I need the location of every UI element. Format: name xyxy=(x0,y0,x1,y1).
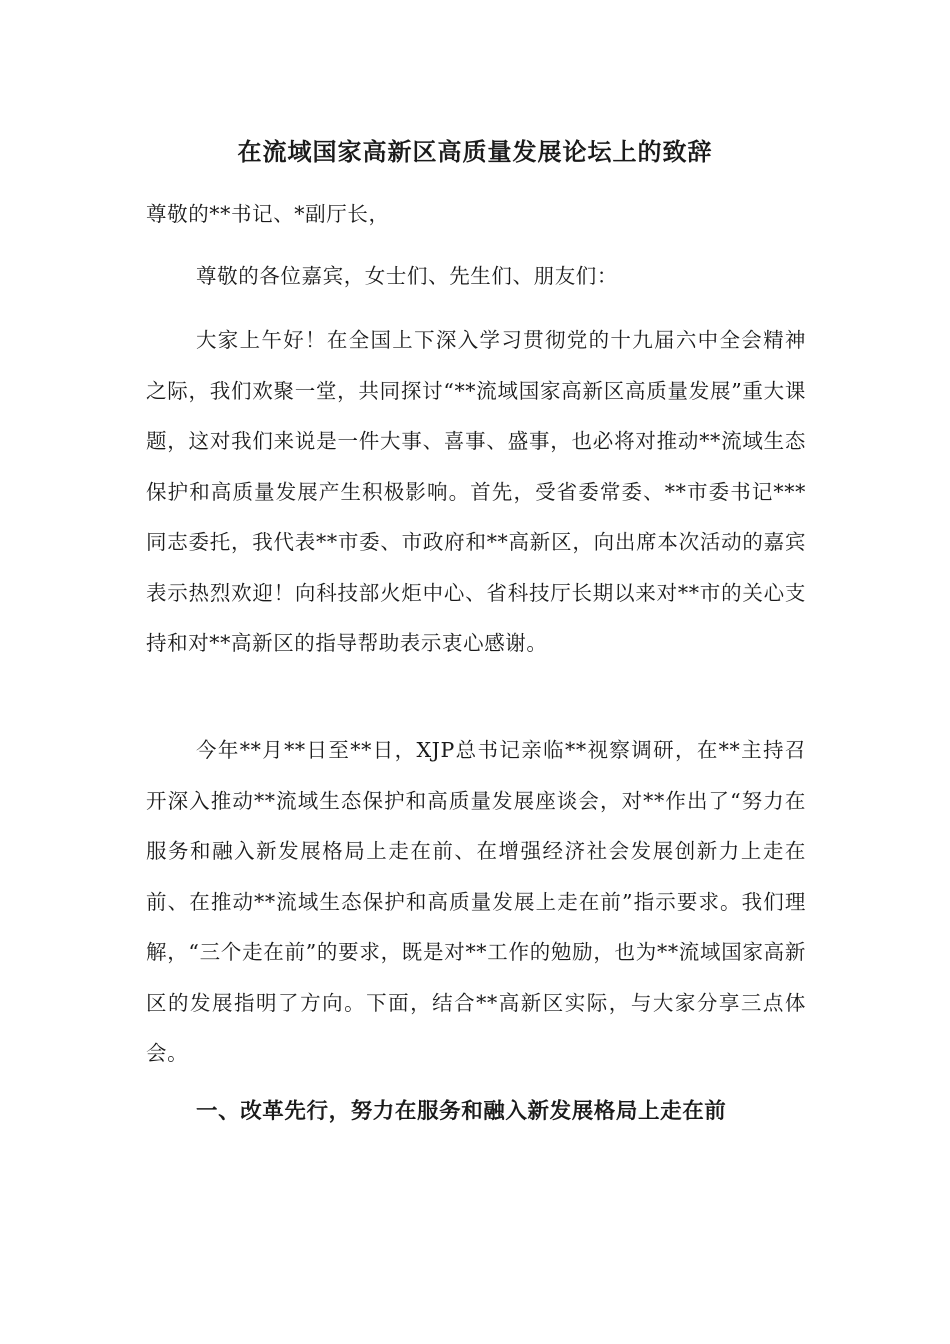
paragraph-opening: 大家上午好！在全国上下深入学习贯彻党的十九届六中全会精神之际，我们欢聚一堂，共同探讨“**流域国家高新区高质量发展”重大课题，这对我们来说是一件大事、喜事、盛事，也必将对推动**流域生态保护和高质量发展产生积极影响。首先，受省委常委、**市委书记***同志委托，我代表**市委、市政府和**高新区，向出席本次活动的嘉宾表示热烈欢迎！向科技部火炬中心、省科技厅长期以来对**市的关心支持和对**高新区的指导帮助表示衷心感谢。 xyxy=(146,328,806,655)
document-title: 在流域国家高新区高质量发展论坛上的致辞 xyxy=(237,137,713,166)
paragraph-instructions: 今年**月**日至**日，XJP总书记亲临**视察调研，在**主持召开深入推动**流域生态保护和高质量发展座谈会，对**作出了“努力在服务和融入新发展格局上走在前、在增强经济社会发展创新力上走在前、在推动**流域生态保护和高质量发展上走在前”指示要求。我们理解，“三个走在前”的要求，既是对**工作的勉励，也为**流域国家高新区的发展指明了方向。下面，结合**高新区实际，与大家分享三点体会。 xyxy=(146,738,806,1065)
greeting: 尊敬的各位嘉宾，女士们、先生们、朋友们： xyxy=(196,264,618,288)
section-heading-1: 一、改革先行，努力在服务和融入新发展格局上走在前 xyxy=(196,1099,727,1124)
salutation: 尊敬的**书记、*副厅长， xyxy=(146,202,390,226)
